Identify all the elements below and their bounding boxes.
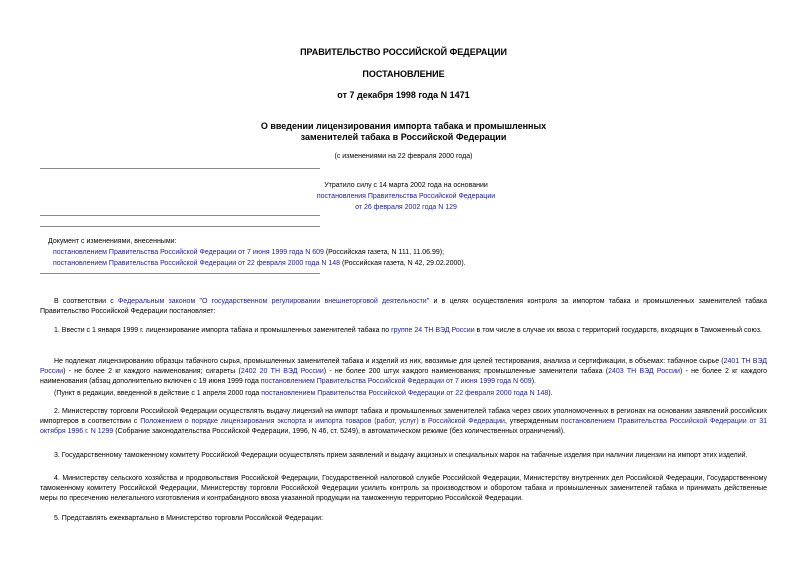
text: Не подлежат лицензированию образцы табачного сырья, промышленных заменителей табака и изделий из них, ввозимые для целей тестирования, анализа и сертификации, в объемах: табачное сырье ( bbox=[54, 358, 724, 365]
regulation-link[interactable]: Положением о порядке лицензирования экспорта и импорта товаров (работ, услуг) в Российской Федерации bbox=[140, 418, 505, 425]
decree-link[interactable]: постановлением Правительства Российской Федерации от 22 февраля 2000 года N 148 bbox=[261, 390, 549, 397]
change-link[interactable]: постановлением Правительства Российской Федерации от 7 июня 1999 года N 609 bbox=[53, 249, 324, 256]
doc-changes bbox=[48, 236, 788, 269]
divider bbox=[40, 226, 320, 227]
clause-3: 3. Государственному таможенному комитету Российской Федерации осуществлять прием заявлений и выдачу акцизных и специальных марок на табачные изделия при наличии лицензии на импорт этих изделий. bbox=[54, 452, 748, 459]
text: ). bbox=[548, 390, 553, 397]
clause-2 bbox=[40, 407, 767, 437]
doc-title bbox=[0, 121, 807, 143]
divider bbox=[40, 168, 320, 169]
text: в том числе в случае их ввоза с территорий государств, входящих в Таможенный союз. bbox=[474, 327, 762, 334]
doc-type: ПОСТАНОВЛЕНИЕ bbox=[362, 69, 445, 79]
text: и в целях осуществления контроля за импортом табака и промышленных заменителей табака Правительство Российской Федерации постановляет: bbox=[40, 298, 768, 315]
law-link[interactable]: Федеральным законом "О государственном регулировании внешнеторговой деятельности" bbox=[118, 298, 430, 305]
text: ) - не более 2 кг каждого наименования; сигареты ( bbox=[63, 368, 241, 375]
tn-ved-link[interactable]: группе 24 ТН ВЭД России bbox=[391, 327, 475, 334]
doc-changes-label: Документ с изменениями, внесенными: bbox=[48, 238, 177, 245]
tn-ved-link[interactable]: 2401 ТН ВЭД России bbox=[40, 358, 767, 375]
change-source: (Российская газета, N 42, 29.02.2000). bbox=[340, 260, 466, 267]
tn-ved-link[interactable]: 2402 20 ТН ВЭД России bbox=[240, 368, 324, 375]
text: В соответствии с bbox=[54, 298, 119, 305]
text: ) - не более 200 штук каждого наименования; промышленные заменители табака ( bbox=[323, 368, 609, 375]
text: (Пункт в редакции, введенной в действие с 1 апреля 2000 года bbox=[54, 390, 262, 397]
decree-link[interactable]: постановлением Правительства Российской Федерации от 31 октября 1996 г. N 1299 bbox=[40, 418, 767, 435]
tn-ved-link[interactable]: 2403 ТН ВЭД России bbox=[608, 368, 680, 375]
decree-link[interactable]: постановлением Правительства Российской Федерации от 7 июня 1999 года N 609 bbox=[260, 378, 532, 385]
change-source: (Российская газета, N 111, 11.06.99); bbox=[323, 249, 445, 256]
clause-4: 4. Министерству сельского хозяйства и продовольствия Российской Федерации, Государственной налоговой службе Российской Федерации, Министерству внутренних дел Российской Федерации, Государственному таможенному комитету Российской Федерации, Министерству торговли Российской Федерации усилить контроль за производством и оборотом табака и промышленных заменителей табака и принимать действенные меры по пресечению нелегального изготовления и контрабандного ввоза указанной продукции на таможенную территорию Российской Федерации. bbox=[40, 475, 767, 502]
clause-1 bbox=[40, 326, 767, 336]
change-item bbox=[48, 247, 788, 258]
title-line-1: О введении лицензирования импорта табака и промышленных bbox=[260, 121, 547, 131]
org-name: ПРАВИТЕЛЬСТВО РОССИЙСКОЙ ФЕДЕРАЦИИ bbox=[300, 47, 507, 57]
clause-5: 5. Представлять ежеквартально в Министерство торговли Российской Федерации: bbox=[54, 515, 324, 522]
text: 2. Министерству торговли Российской Федерации осуществлять выдачу лицензий на импорт табака и промышленных заменителей табака через своих уполномоченных в регионах на основании заявлений российских импортеров в соответствии с bbox=[40, 408, 767, 425]
divider bbox=[40, 215, 320, 216]
change-item bbox=[48, 258, 788, 269]
text: 1. Ввести с 1 января 1999 г. лицензирование импорта табака и промышленных заменителей табака по bbox=[54, 327, 392, 334]
doc-date: от 7 декабря 1998 года N 1471 bbox=[337, 90, 470, 100]
divider bbox=[40, 273, 320, 274]
preamble-paragraph bbox=[40, 297, 767, 317]
expired-line: Утратило силу с 14 марта 2002 года на основании bbox=[324, 182, 488, 189]
clause-1-note bbox=[40, 389, 767, 399]
clause-1-exemption bbox=[40, 357, 767, 387]
changes-note: (с изменениями на 22 февраля 2000 года) bbox=[334, 153, 473, 160]
expired-link-2[interactable]: от 26 февраля 2002 года N 129 bbox=[355, 204, 457, 211]
expired-link-1[interactable]: постановления Правительства Российской Федерации bbox=[316, 193, 496, 200]
change-link[interactable]: постановлением Правительства Российской Федерации от 22 февраля 2000 года N 148 bbox=[53, 260, 340, 267]
text: (Собрание законодательства Российской Федерации, 1996, N 46, ст. 5249), в автоматическом режиме (без количественных ограничений). bbox=[113, 428, 566, 435]
expired-note bbox=[296, 180, 516, 213]
text: ) - не более 2 кг каждого наименования (абзац дополнительно включен с 19 июня 1999 года bbox=[40, 368, 768, 385]
title-line-2: заменителей табака в Российской Федерации bbox=[300, 132, 507, 142]
text: , утвержденным bbox=[504, 418, 561, 425]
text: ). bbox=[531, 378, 536, 385]
